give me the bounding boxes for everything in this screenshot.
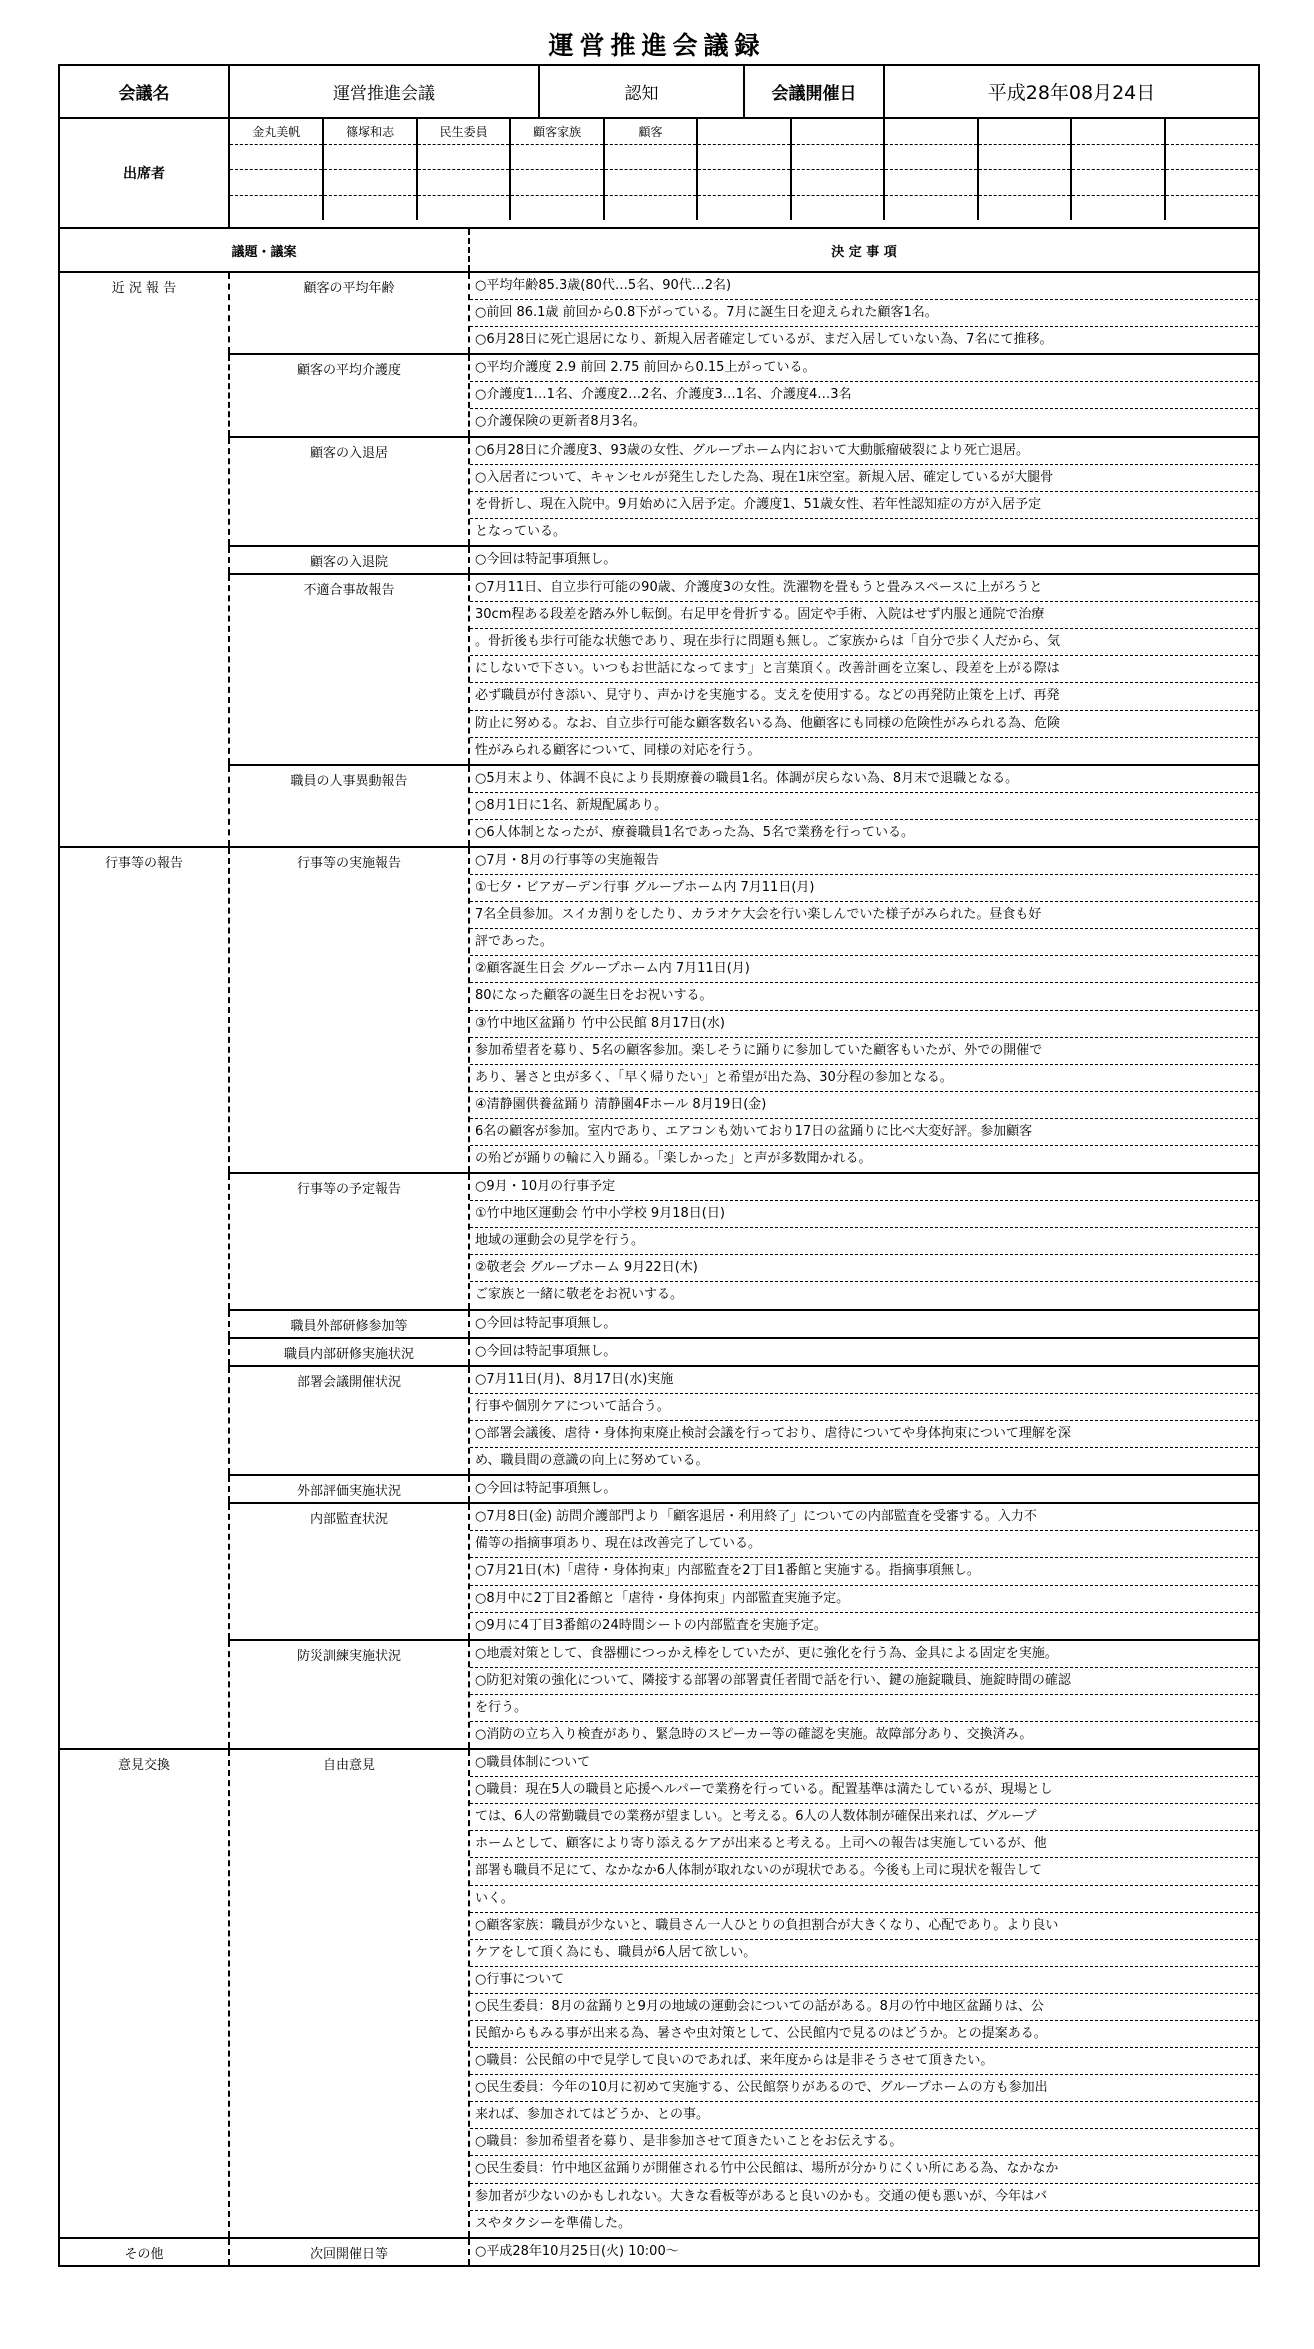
topic-row xyxy=(59,1338,1259,1366)
attendees-cell xyxy=(229,118,1259,228)
meeting-date-label: 会議開催日 xyxy=(744,65,884,118)
decision-line: 地域の運動会の見学を行う。 xyxy=(470,1228,1258,1255)
decision-line: ○平成28年10月25日(火) 10:00～ xyxy=(475,2243,679,2259)
topic-row xyxy=(59,1173,1259,1309)
decision-line: め、職員間の意識の向上に努めている。 xyxy=(475,1453,709,1469)
attendee: 顧客家族 xyxy=(510,119,603,144)
decision-line: ○介護度1…1名、介護度2…2名、介護度3…1名、介護度4…3名 xyxy=(470,382,1258,409)
decision-items xyxy=(469,272,1259,354)
decision-line: いく。 xyxy=(470,1886,1258,1913)
topic-row xyxy=(59,765,1259,847)
topic-row xyxy=(59,1475,1259,1503)
decision-line: ○職員体制について xyxy=(470,1750,1258,1777)
decision-line: ○6月28日に介護度3、93歳の女性、グループホーム内において大動脈瘤破裂により死亡退居。 xyxy=(470,438,1258,465)
decision-items xyxy=(469,1749,1259,2238)
decision-line: ○7月11日、自立歩行可能の90歳、介護度3の女性。洗濯物を畳もうと畳みスペースに上がろうと xyxy=(470,575,1258,602)
decision-line: ○9月に4丁目3番館の24時間シートの内部監査を実施予定。 xyxy=(475,1617,827,1633)
decision-items xyxy=(469,437,1259,546)
decision-items xyxy=(469,765,1259,847)
decision-line: の殆どが踊りの輪に入り踊る。「楽しかった」と声が多数聞かれる。 xyxy=(475,1151,872,1166)
decision-line: 必ず職員が付き添い、見守り、声かけを実施する。支えを使用する。などの再発防止策を上げ、再発 xyxy=(470,683,1258,710)
decision-items xyxy=(469,1338,1259,1366)
attendee: 顧客 xyxy=(604,119,697,144)
topic-title: 防災訓練実施状況 xyxy=(229,1640,469,1749)
section-category: その他 xyxy=(59,2238,229,2266)
decision-line: 7名全員参加。スイカ割りをしたり、カラオケ大会を行い楽しんでいた様子がみられた。昼食も好 xyxy=(470,902,1258,929)
decision-line: 民館からもみる事が出来る為、暑さや虫対策として、公民館内で見るのはどうか。との提案ある。 xyxy=(470,2021,1258,2048)
decision-line: ○7月8日(金) 訪問介護部門より「顧客退居・利用終了」についての内部監査を受審する。入力不 xyxy=(470,1504,1258,1531)
decision-line: ②顧客誕生日会 グループホーム内 7月11日(月) xyxy=(470,956,1258,983)
decision-line: ○介護保険の更新者8月3名。 xyxy=(475,414,646,430)
topic-row xyxy=(59,2238,1259,2266)
topic-row xyxy=(59,1640,1259,1749)
decision-line: ○部署会議後、虐待・身体拘束廃止検討会議を行っており、虐待についてや身体拘束について理解を深 xyxy=(470,1421,1258,1448)
topic-title: 顧客の入退居 xyxy=(229,437,469,546)
decision-line: あり、暑さと虫が多く、「早く帰りたい」と希望が出た為、30分程の参加となる。 xyxy=(470,1065,1258,1092)
decision-line: ご家族と一緒に敬老をお祝いする。 xyxy=(475,1287,684,1303)
topic-title: 顧客の平均介護度 xyxy=(229,354,469,436)
attendee-empty xyxy=(791,119,884,144)
decision-line: ケアをして頂く為にも、職員が6人居て欲しい。 xyxy=(470,1940,1258,1967)
decision-line: ○5月末より、体調不良により長期療養の職員1名。体調が戻らない為、8月末で退職となる。 xyxy=(470,766,1258,793)
decision-line: 来れば、参加されてはどうか、との事。 xyxy=(470,2102,1258,2129)
decision-items xyxy=(469,2238,1259,2266)
decision-line: を骨折し、現在入院中。9月始めに入居予定。介護度1、51歳女性、若年性認知症の方が入居予定 xyxy=(470,492,1258,519)
minutes-body xyxy=(59,229,1259,2266)
decision-line: ○7月・8月の行事等の実施報告 xyxy=(470,848,1258,875)
topic-title: 内部監査状況 xyxy=(229,1503,469,1639)
decision-line: ○平均介護度 2.9 前回 2.75 前回から0.15上がっている。 xyxy=(470,355,1258,382)
section-category: 行事等の報告 xyxy=(59,847,229,1749)
attendees-label: 出席者 xyxy=(59,118,229,228)
decision-line: ○入居者について、キャンセルが発生したした為、現在1床空室。新規入居、確定しているが大腿骨 xyxy=(470,465,1258,492)
decision-line: ○今回は特記事項無し。 xyxy=(475,1343,617,1359)
decision-line: ホームとして、顧客により寄り添えるケアが出来ると考える。上司への報告は実施しているが、他 xyxy=(470,1831,1258,1858)
decision-line: ○今回は特記事項無し。 xyxy=(475,1481,617,1497)
topic-title: 不適合事故報告 xyxy=(229,574,469,765)
topic-title: 職員の人事異動報告 xyxy=(229,765,469,847)
decision-line: 80になった顧客の誕生日をお祝いする。 xyxy=(470,983,1258,1010)
attendee: 篠塚和志 xyxy=(323,119,416,144)
decision-line: 行事や個別ケアについて話合う。 xyxy=(470,1394,1258,1421)
decision-line: 。骨折後も歩行可能な状態であり、現在歩行に問題も無し。ご家族からは「自分で歩く人だから、気 xyxy=(470,629,1258,656)
decision-line: ③竹中地区盆踊り 竹中公民館 8月17日(水) xyxy=(470,1011,1258,1038)
document-title: 運営推進会議録 xyxy=(548,31,766,60)
decision-line: ○民生委員：竹中地区盆踊りが開催される竹中公民館は、場所が分かりにくい所にある為、なかなか xyxy=(470,2156,1258,2183)
decision-line: ○7月21日(木)「虐待・身体拘束」内部監査を2丁目1番館と実施する。指摘事項無し。 xyxy=(470,1558,1258,1585)
decisions-column-header: 決 定 事 項 xyxy=(469,229,1259,272)
topic-title: 顧客の平均年齢 xyxy=(229,272,469,354)
topic-title: 行事等の実施報告 xyxy=(229,847,469,1173)
decision-line: ○8月1日に1名、新規配属あり。 xyxy=(470,793,1258,820)
topic-title: 行事等の予定報告 xyxy=(229,1173,469,1309)
decision-items xyxy=(469,1173,1259,1309)
topic-title: 部署会議開催状況 xyxy=(229,1366,469,1475)
topic-title: 外部評価実施状況 xyxy=(229,1475,469,1503)
decision-line: 性がみられる顧客について、同様の対応を行う。 xyxy=(475,742,761,758)
decision-line: ○地震対策として、食器棚につっかえ棒をしていたが、更に強化を行う為、金具による固定を実施。 xyxy=(470,1641,1258,1668)
attendee-empty xyxy=(978,119,1071,144)
attendee: 民生委員 xyxy=(417,119,510,144)
topic-title: 職員内部研修実施状況 xyxy=(229,1338,469,1366)
topic-row xyxy=(59,272,1259,354)
decision-line: 防止に努める。なお、自立歩行可能な顧客数名いる為、他顧客にも同様の危険性がみられる為、危険 xyxy=(470,711,1258,738)
topic-row xyxy=(59,546,1259,574)
decision-line: ○防犯対策の強化について、隣接する部署の部署責任者間で話を行い、鍵の施錠職員、施錠時間の確認 xyxy=(470,1668,1258,1695)
decision-items xyxy=(469,847,1259,1173)
decision-line: ○8月中に2丁目2番館と「虐待・身体拘束」内部監査実施予定。 xyxy=(470,1586,1258,1613)
meeting-date: 平成28年08月24日 xyxy=(884,65,1259,118)
column-header-row xyxy=(59,229,1259,272)
attendee-empty xyxy=(697,119,790,144)
decision-line: 6名の顧客が参加。室内であり、エアコンも効いており17日の盆踊りに比べ大変好評。参加顧客 xyxy=(470,1119,1258,1146)
decision-line: ○職員：現在5人の職員と応援ヘルパーで業務を行っている。配置基準は満たしているが、現場とし xyxy=(470,1777,1258,1804)
decision-line: 参加希望者を募り、5名の顧客参加。楽しそうに踊りに参加していた顧客もいたが、外での開催で xyxy=(470,1038,1258,1065)
decision-items xyxy=(469,546,1259,574)
meeting-name-label: 会議名 xyxy=(59,65,229,118)
topic-row xyxy=(59,847,1259,1173)
minutes-body-table xyxy=(58,229,1260,2267)
decision-line: ○行事について xyxy=(470,1967,1258,1994)
decision-line: ○平均年齢85.3歳(80代…5名、90代…2名) xyxy=(470,273,1258,300)
decision-line: ②敬老会 グループホーム 9月22日(木) xyxy=(470,1255,1258,1282)
decision-line: ○職員：公民館の中で見学して良いのであれば、来年度からは是非そうさせて頂きたい。 xyxy=(470,2048,1258,2075)
decision-line: ○6人体制となったが、療養職員1名であった為、5名で業務を行っている。 xyxy=(475,824,915,840)
decision-line: ○民生委員：8月の盆踊りと9月の地域の運動会についての話がある。8月の竹中地区盆踊りは、公 xyxy=(470,1994,1258,2021)
attendees-grid xyxy=(230,119,1258,220)
decision-line: ○顧客家族：職員が少ないと、職員さん一人ひとりの負担割合が大きくなり、心配であり。より良い xyxy=(470,1913,1258,1940)
meeting-type: 認知 xyxy=(539,65,744,118)
decision-line: ○6月28日に死亡退居になり、新規入居者確定しているが、まだ入居していない為、7名にて推移。 xyxy=(475,332,1053,348)
decision-line: ○9月・10月の行事予定 xyxy=(470,1174,1258,1201)
decision-line: ○民生委員：今年の10月に初めて実施する、公民館祭りがあるので、グループホームの方も参加出 xyxy=(470,2075,1258,2102)
decision-items xyxy=(469,1366,1259,1475)
decision-line: ○職員：参加希望者を募り、是非参加させて頂きたいことをお伝えする。 xyxy=(470,2129,1258,2156)
topic-title: 顧客の入退院 xyxy=(229,546,469,574)
decision-line: ○今回は特記事項無し。 xyxy=(475,551,617,567)
attendee-empty xyxy=(1165,119,1258,144)
topic-row xyxy=(59,1310,1259,1338)
decision-items xyxy=(469,1475,1259,1503)
topic-row xyxy=(59,1749,1259,2238)
decision-line: 部署も職員不足にて、なかなか6人体制が取れないのが現状である。今後も上司に現状を報告して xyxy=(470,1858,1258,1885)
topic-title: 職員外部研修参加等 xyxy=(229,1310,469,1338)
decision-line: ては、6人の常勤職員での業務が望ましい。と考える。6人の人数体制が確保出来れば、グループ xyxy=(470,1804,1258,1831)
decision-items xyxy=(469,1310,1259,1338)
decision-items xyxy=(469,574,1259,765)
meeting-name: 運営推進会議 xyxy=(229,65,539,118)
section-category: 意見交換 xyxy=(59,1749,229,2238)
topic-row xyxy=(59,574,1259,765)
topic-row xyxy=(59,437,1259,546)
decision-line: にしないで下さい。いつもお世話になってます」と言葉頂く。改善計画を立案し、段差を上がる際は xyxy=(470,656,1258,683)
decision-line: ○今回は特記事項無し。 xyxy=(475,1315,617,1331)
decision-line: ○消防の立ち入り検査があり、緊急時のスピーカー等の確認を実施。故障部分あり、交換済み。 xyxy=(475,1726,1033,1742)
section-category: 近 況 報 告 xyxy=(59,272,229,847)
topic-row xyxy=(59,354,1259,436)
topic-title: 自由意見 xyxy=(229,1749,469,2238)
topic-row xyxy=(59,1366,1259,1475)
attendee-empty xyxy=(884,119,977,144)
decision-line: 30cm程ある段差を踏み外し転倒。右足甲を骨折する。固定や手術、入院はせず内服と通院で治療 xyxy=(470,602,1258,629)
decision-line: 評であった。 xyxy=(470,929,1258,956)
decision-items xyxy=(469,1640,1259,1749)
agenda-column-header: 議題・議案 xyxy=(59,229,469,272)
decision-items xyxy=(469,354,1259,436)
decision-line: 備等の指摘事項あり、現在は改善完了している。 xyxy=(470,1531,1258,1558)
decision-line: ○7月11日(月)、8月17日(水)実施 xyxy=(470,1367,1258,1394)
decision-items xyxy=(469,1503,1259,1639)
topic-row xyxy=(59,1503,1259,1639)
decision-line: ①七夕・ビアガーデン行事 グループホーム内 7月11日(月) xyxy=(470,875,1258,902)
decision-line: となっている。 xyxy=(475,523,567,539)
decision-line: を行う。 xyxy=(470,1695,1258,1722)
decision-line: ④清静園供養盆踊り 清静園4Fホール 8月19日(金) xyxy=(470,1092,1258,1119)
decision-line: ○前回 86.1歳 前回から0.8下がっている。7月に誕生日を迎えられた顧客1名。 xyxy=(470,300,1258,327)
decision-line: ①竹中地区運動会 竹中小学校 9月18日(日) xyxy=(470,1201,1258,1228)
header-table xyxy=(58,64,1260,229)
attendee-empty xyxy=(1071,119,1164,144)
decision-line: スやタクシーを準備した。 xyxy=(475,2215,632,2231)
topic-title: 次回開催日等 xyxy=(229,2238,469,2266)
attendee: 金丸美帆 xyxy=(230,119,323,144)
decision-line: 参加者が少ないのかもしれない。大きな看板等があると良いのかも。交通の便も悪いが、今年はバ xyxy=(470,2184,1258,2211)
